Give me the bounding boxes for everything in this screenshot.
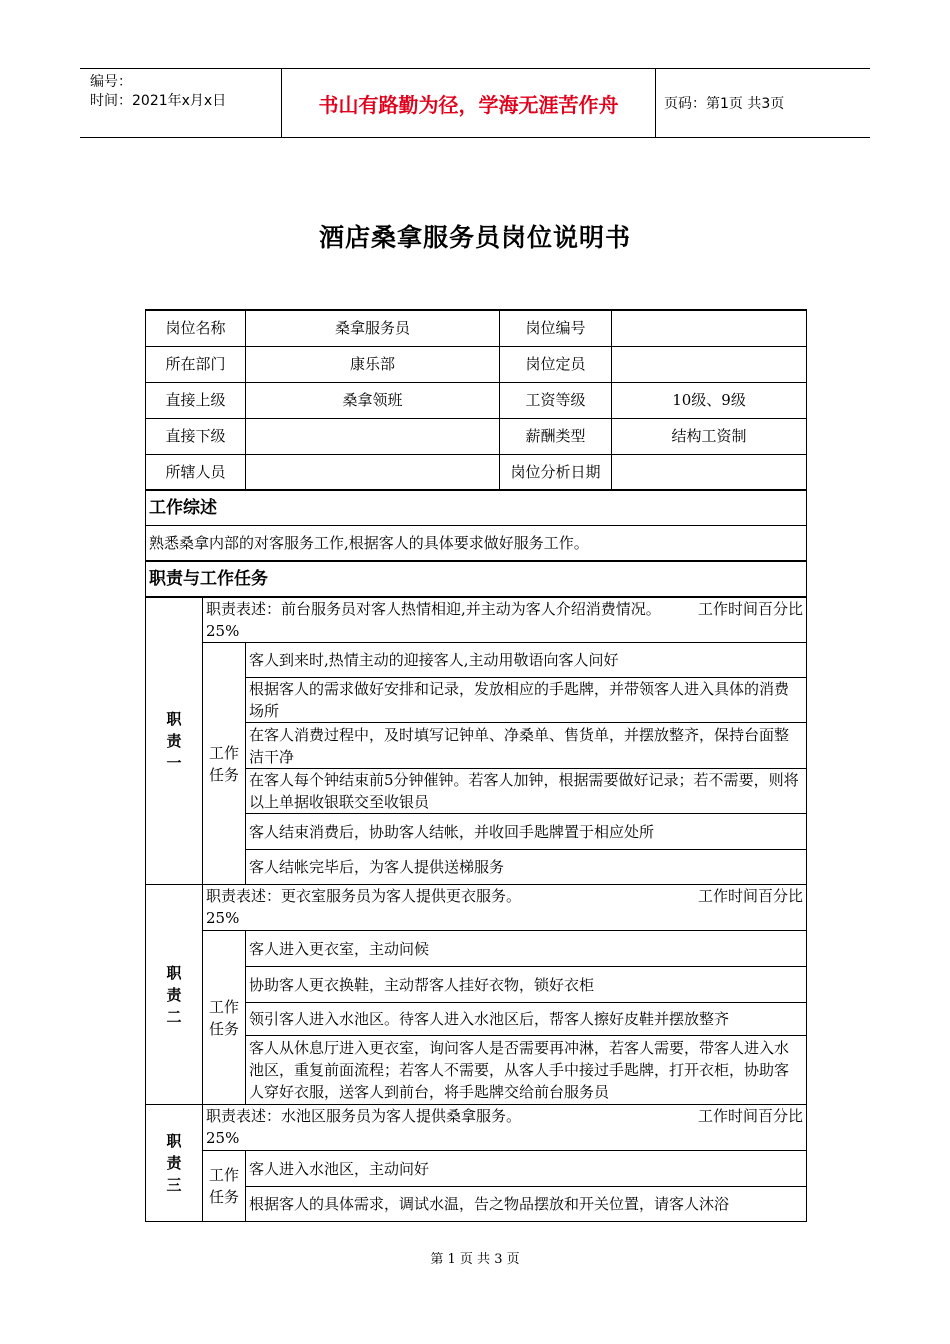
duty-desc-row <box>146 1105 807 1151</box>
info-label: 直接下级 <box>146 418 246 454</box>
duty-time-percent: 25% <box>206 622 240 640</box>
task-item: 协助客人更衣换鞋，主动帮客人挂好衣物，锁好衣柜 <box>246 967 807 1003</box>
duty-label-text: 职责三 <box>166 1132 182 1194</box>
task-item: 客人进入水池区，主动问好 <box>246 1151 807 1187</box>
task-item: 领引客人进入水池区。待客人进入水池区后，帮客人擦好皮鞋并摆放整齐 <box>246 1003 807 1036</box>
info-label: 薪酬类型 <box>500 418 612 454</box>
duty-time-percent: 25% <box>206 909 240 927</box>
task-item: 客人进入更衣室，主动问候 <box>246 931 807 967</box>
duty-description <box>203 885 807 931</box>
info-value <box>612 346 807 382</box>
info-label: 岗位名称 <box>146 310 246 346</box>
duty-label <box>146 885 203 1105</box>
duty-time-percent: 25% <box>206 1129 240 1147</box>
duty-label-text: 职责一 <box>166 710 182 772</box>
info-value: 结构工资制 <box>612 418 807 454</box>
info-value: 桑拿服务员 <box>246 310 500 346</box>
task-row <box>146 850 807 885</box>
info-value <box>612 454 807 490</box>
summary-heading: 工作综述 <box>146 490 807 525</box>
info-value <box>612 310 807 346</box>
task-label <box>203 1151 246 1222</box>
task-label <box>203 931 246 1105</box>
task-row <box>146 967 807 1003</box>
info-row <box>146 382 807 418</box>
duty-time-label: 工作时间百分比 <box>698 1107 804 1125</box>
info-value <box>246 418 500 454</box>
task-item: 根据客人的需求做好安排和记录，发放相应的手匙牌，并带领客人进入具体的消费场所 <box>246 678 807 723</box>
duties-heading: 职责与工作任务 <box>146 561 807 597</box>
task-row <box>146 723 807 769</box>
info-label: 岗位定员 <box>500 346 612 382</box>
task-row <box>146 769 807 814</box>
summary-text: 熟悉桑拿内部的对客服务工作,根据客人的具体要求做好服务工作。 <box>146 525 807 561</box>
task-item: 客人结帐完毕后，为客人提供送梯服务 <box>246 850 807 885</box>
info-row <box>146 346 807 382</box>
summary-heading-row <box>146 490 807 525</box>
task-row <box>146 931 807 967</box>
job-description-table <box>145 309 807 1222</box>
info-label: 岗位分析日期 <box>500 454 612 490</box>
header-meta <box>90 73 226 111</box>
header-page-code: 页码：第1页 共3页 <box>664 96 785 112</box>
task-item: 在客人每个钟结束前5分钟催钟。若客人加钟，根据需要做好记录；若不需要，则将以上单据收银联交至收银员 <box>246 769 807 814</box>
info-label: 所在部门 <box>146 346 246 382</box>
task-item: 客人从休息厅进入更衣室，询问客人是否需要再冲淋，若客人需要，带客人进入水池区，重复前面流程；若客人不需要，从客人手中接过手匙牌，打开衣柜，协助客人穿好衣服，送客人到前台，将手匙牌交给前台服务员 <box>246 1036 807 1105</box>
info-label: 岗位编号 <box>500 310 612 346</box>
task-row <box>146 1003 807 1036</box>
info-label: 所辖人员 <box>146 454 246 490</box>
info-value: 桑拿领班 <box>246 382 500 418</box>
header-motto: 书山有路勤为径，学海无涯苦作舟 <box>281 69 656 137</box>
duty-description <box>203 597 807 643</box>
task-label-text: 工作任务 <box>208 743 239 784</box>
duty-time-label: 工作时间百分比 <box>698 887 804 905</box>
task-row <box>146 678 807 723</box>
info-row <box>146 310 807 346</box>
task-label-text: 工作任务 <box>208 1166 239 1206</box>
task-label <box>203 643 246 885</box>
info-value: 康乐部 <box>246 346 500 382</box>
duty-description-text: 职责表述：水池区服务员为客人提供桑拿服务。 <box>206 1107 522 1125</box>
page-footer: 第 1 页 共 3 页 <box>430 1252 520 1267</box>
info-value <box>246 454 500 490</box>
page-header <box>80 68 870 138</box>
task-item: 在客人消费过程中，及时填写记钟单、净桑单、售货单，并摆放整齐，保持台面整洁干净 <box>246 723 807 769</box>
task-row <box>146 643 807 678</box>
task-item: 客人到来时,热情主动的迎接客人,主动用敬语向客人问好 <box>246 643 807 678</box>
duty-label-text: 职责二 <box>166 963 182 1026</box>
duty-desc-row <box>146 597 807 643</box>
document-number: 编号： <box>90 74 132 90</box>
document-date: 时间：2021年x月x日 <box>90 93 227 109</box>
duties-heading-row <box>146 561 807 597</box>
task-item: 根据客人的具体需求，调试水温，告之物品摆放和开关位置，请客人沐浴 <box>246 1187 807 1222</box>
duty-description-text: 职责表述：更衣室服务员为客人提供更衣服务。 <box>206 887 522 905</box>
duty-desc-row <box>146 885 807 931</box>
duty-label <box>146 597 203 885</box>
task-item: 客人结束消费后，协助客人结帐，并收回手匙牌置于相应处所 <box>246 814 807 850</box>
document-title: 酒店桑拿服务员岗位说明书 <box>318 223 631 252</box>
duty-description-text: 职责表述：前台服务员对客人热情相迎,并主动为客人介绍消费情况。 <box>206 600 661 618</box>
task-row <box>146 1036 807 1105</box>
duty-label <box>146 1105 203 1222</box>
info-row <box>146 454 807 490</box>
info-label: 直接上级 <box>146 382 246 418</box>
info-value: 10级、9级 <box>612 382 807 418</box>
task-row <box>146 814 807 850</box>
task-row <box>146 1187 807 1222</box>
task-row <box>146 1151 807 1187</box>
task-label-text: 工作任务 <box>208 997 239 1038</box>
summary-text-row <box>146 525 807 561</box>
duty-time-label: 工作时间百分比 <box>698 600 804 618</box>
info-row <box>146 418 807 454</box>
info-label: 工资等级 <box>500 382 612 418</box>
duty-description <box>203 1105 807 1151</box>
